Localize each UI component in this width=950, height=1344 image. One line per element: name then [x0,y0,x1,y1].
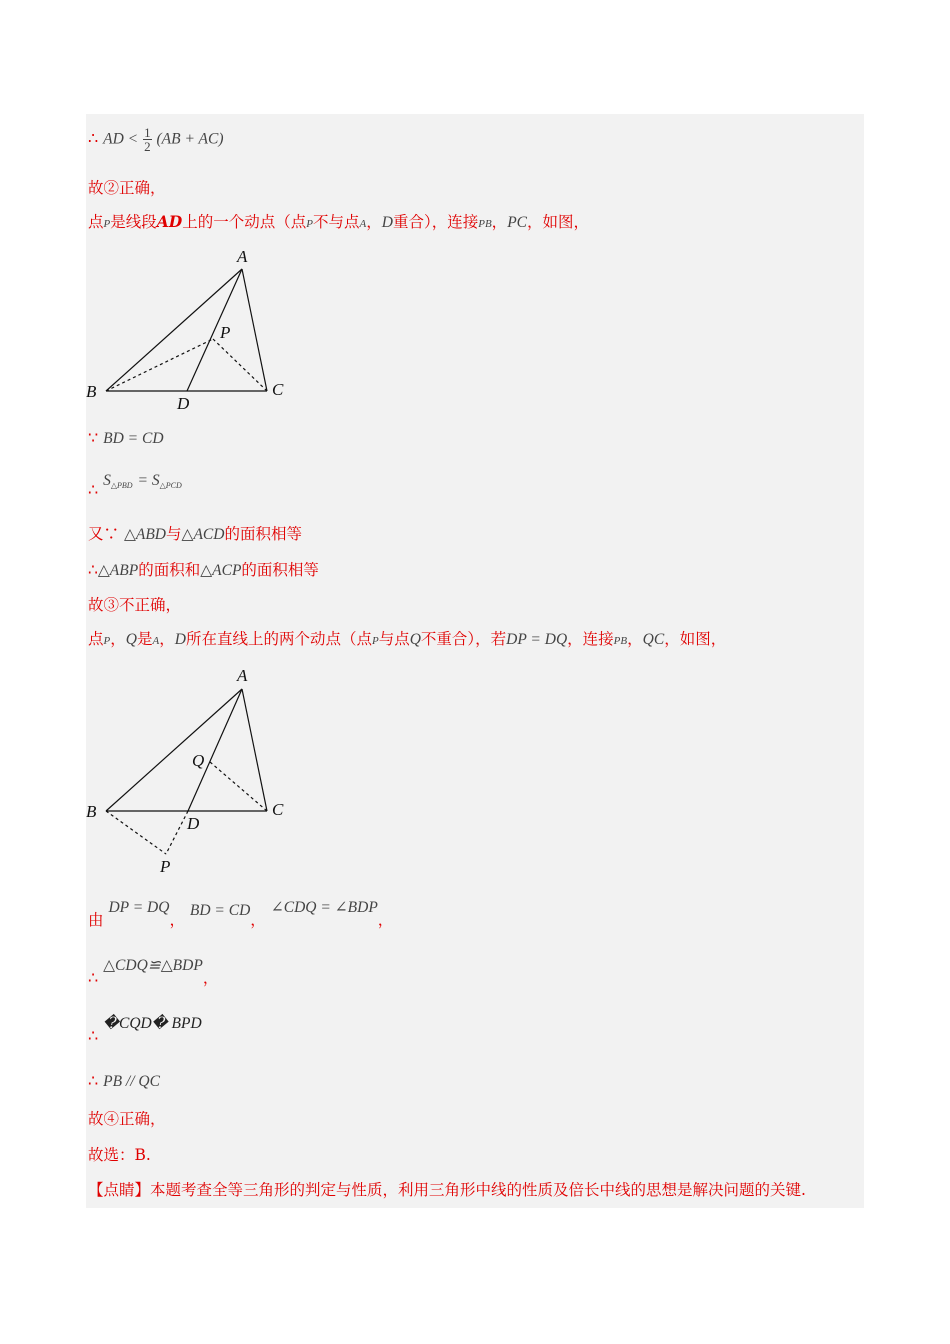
label-c: C [272,800,284,819]
text: ， [159,630,175,648]
math-d: D [381,214,393,231]
label-b: B [86,802,97,821]
text: 与 [166,525,182,543]
line-conclusion-3: 故③不正确， [88,596,182,614]
dashed-segment-pc [213,339,267,391]
math-angle-equality: ∠CDQ = ∠BDP [270,899,378,916]
text: 点 [88,630,104,648]
line-conclusion-2: 故②正确， [88,179,166,197]
math-pb: PB [478,218,492,230]
text: ， [202,969,219,987]
segment-ac [242,269,267,391]
math-a: A [359,218,367,230]
math-qc: QC [642,631,665,648]
label-d: D [187,814,200,833]
line-comment: 【点睛】本题考查全等三角形的判定与性质，利用三角形中线的性质及倍长中线的思想是解决问题的关键. [88,1181,806,1199]
text: 是 [136,630,153,648]
line-ad-inequality [88,126,224,153]
math-pb-parallel-qc: PB // QC [103,1073,160,1090]
text: ， [250,911,266,929]
math-sub-pcd: △PCD [159,481,182,490]
therefore-symbol: ∴ [88,1071,99,1090]
segment-ad [187,269,242,391]
text: 点 [88,213,104,231]
line-conclusion-4: 故④正确， [88,1110,166,1128]
math-abd: △ABD [123,526,167,543]
math-p: P [306,218,313,230]
text: 不与点 [312,213,360,231]
line-abp-acp-area [88,560,319,581]
text: ， [169,911,185,929]
math-ab-plus-ac: (AB + AC) [156,130,224,148]
math-dp-dq: DP = DQ [506,631,568,648]
dashed-segment-dp [166,811,188,854]
segment-ad [188,689,242,811]
math-p: P [371,635,379,647]
line-given-conditions [88,897,394,929]
therefore-symbol: ∴ [88,480,99,499]
text: 所在直线上的两个动点（点 [185,630,372,648]
text: 的面积和 [138,561,201,579]
math-ad-less: AD < [103,130,139,148]
math-pb: PB [613,635,628,647]
line-angle-equality [88,1013,202,1045]
text: ， [627,630,643,648]
label-p: P [220,323,231,342]
therefore-symbol: ∴ [88,1026,99,1045]
text: 不重合），若 [420,630,507,648]
dashed-segment-bp [106,811,166,854]
text: ∴ [88,561,98,579]
math-dp-dq: DP = DQ [108,899,170,916]
label-d: D [177,394,190,413]
math-cdq-congruent-bdp: △CDQ≌△BDP [103,957,203,974]
text: ，连接 [567,630,614,648]
line-answer: 故选：B. [88,1146,151,1164]
because-symbol: ∵ [88,428,99,447]
line-bd-equals-cd [88,428,164,449]
line-parallel [88,1071,160,1092]
label-p: P [160,857,171,876]
math-q: Q [409,631,421,648]
line-point-p-description [88,212,589,234]
math-acp: △ACP [200,562,242,579]
math-bd-cd: BD = CD [103,430,164,447]
line-abd-acd-area [88,524,302,545]
text: 重合），连接 [392,213,479,231]
text: 与点 [378,630,410,648]
label-a: A [237,247,248,266]
text: ， [110,630,126,648]
fraction-denominator: 2 [144,139,151,154]
math-bd-cd: BD = CD [189,902,251,919]
fraction-numerator: 1 [144,125,151,140]
text: ，如图， [527,213,590,231]
text: ， [366,213,382,231]
label-q: Q [192,751,205,770]
text: 的面积相等 [241,561,319,579]
dashed-segment-bp [106,339,213,391]
figure-triangle-abc-point-p [80,244,310,419]
text: ，如图， [664,630,727,648]
math-sub-pbd: △PBD [110,481,133,490]
line-congruence [88,955,219,987]
therefore-symbol: ∴ [88,128,99,148]
text: ， [377,911,394,929]
math-pc: PC [507,214,527,231]
text: 上的一个动点（点 [182,213,307,231]
segment-ba [106,689,242,811]
math-s: S [103,472,111,489]
math-a: A [152,635,160,647]
figure-triangle-abc-points-pq [80,662,310,882]
segment-ac [242,689,267,811]
label-c: C [272,380,284,399]
math-acd: △ACD [181,526,225,543]
text: ， [491,213,508,231]
text: 又∵ [88,525,120,543]
math-abp: △ABP [97,562,139,579]
text: 由 [88,911,104,929]
fraction-one-half [143,126,152,153]
math-p: P [103,635,111,647]
label-b: B [86,382,97,401]
math-p: P [103,218,111,230]
line-points-pq-description [88,629,726,651]
label-a: A [237,666,248,685]
math-q: Q [125,631,137,648]
text: 的面积相等 [224,525,302,543]
math-cqd-bpd: �CQD� BPD [103,1015,202,1032]
math-ad-bold: AD [156,212,183,231]
math-d: D [174,631,186,648]
math-equals-s: = S [137,472,160,489]
line-area-equality [88,470,182,499]
therefore-symbol: ∴ [88,968,99,987]
text: 是线段 [110,213,157,231]
